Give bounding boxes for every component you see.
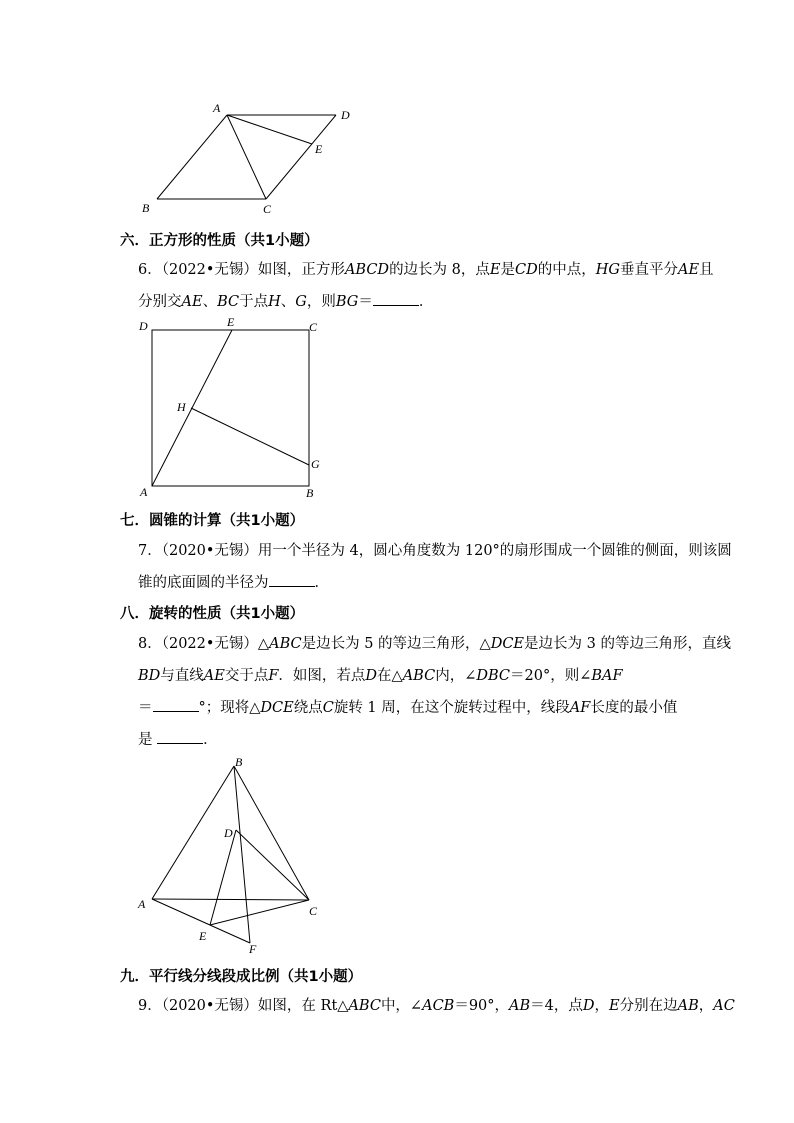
label-e: E	[227, 315, 235, 329]
label-c: C	[309, 320, 318, 334]
question-8-line-4: 是 ．	[120, 724, 680, 756]
label-g: G	[311, 457, 320, 471]
segment-ec	[210, 900, 309, 925]
segment-ab	[152, 766, 234, 899]
label-e: E	[199, 929, 207, 943]
label-c: C	[263, 202, 272, 216]
label-e: E	[315, 142, 323, 156]
question-6-line-2: 分别交AE、BC于点H、G，则BG＝ ．	[120, 286, 680, 318]
question-7-line-1: 7．（2020•无锡）用一个半径为 4，圆心角度数为 120°的扇形围成一个圆锥的侧面，则该圆	[138, 543, 732, 559]
question-8-line-2: BD与直线AE交于点F．如图，若点D在△ABC内，∠DBC＝20°，则∠BAF	[138, 668, 623, 684]
label-d: D	[341, 108, 350, 122]
segment-dc	[236, 830, 309, 900]
segment-bc	[234, 766, 309, 900]
section-title-9: 九．平行线分线段成比例（共1小题）	[120, 969, 363, 985]
question-9-line-1: 9．（2020•无锡）如图，在 Rt△ABC中，∠ACB＝90°，AB＝4，点D，E分别在边AB，AC	[138, 998, 735, 1014]
label-c: C	[309, 904, 318, 918]
label-b: B	[235, 755, 243, 769]
label-d: D	[224, 826, 233, 840]
question-9	[120, 990, 735, 1022]
label-a: A	[213, 101, 221, 115]
label-h: H	[177, 400, 186, 414]
label-b: B	[306, 486, 314, 500]
question-6-line-1: 6．（2022•无锡）如图，正方形ABCD的边长为 8，点E是CD的中点，HG垂直平分AE且	[138, 262, 714, 278]
question-8-line-1: 8．（2022•无锡）△ABC是边长为 5 的等边三角形，△DCE是边长为 3 的等边三角形，直线	[138, 636, 731, 652]
label-b: B	[142, 201, 150, 215]
section-title-8: 八．旋转的性质（共1小题）	[120, 606, 305, 622]
label-d: D	[139, 319, 148, 333]
label-a: A	[140, 485, 148, 499]
question-8-line-3: ＝ °；现将△DCE绕点C旋转 1 周，在这个旋转过程中，线段AF长度的最小值	[120, 692, 680, 724]
segment-ac	[152, 899, 309, 900]
question-7-line-2: 锥的底面圆的半径为 ．	[120, 567, 680, 599]
label-f: F	[249, 942, 257, 956]
label-a: A	[138, 897, 146, 911]
section-title-7: 七．圆锥的计算（共1小题）	[120, 513, 305, 529]
section-title-6: 六．正方形的性质（共1小题）	[120, 233, 319, 249]
segment-de	[210, 830, 236, 925]
